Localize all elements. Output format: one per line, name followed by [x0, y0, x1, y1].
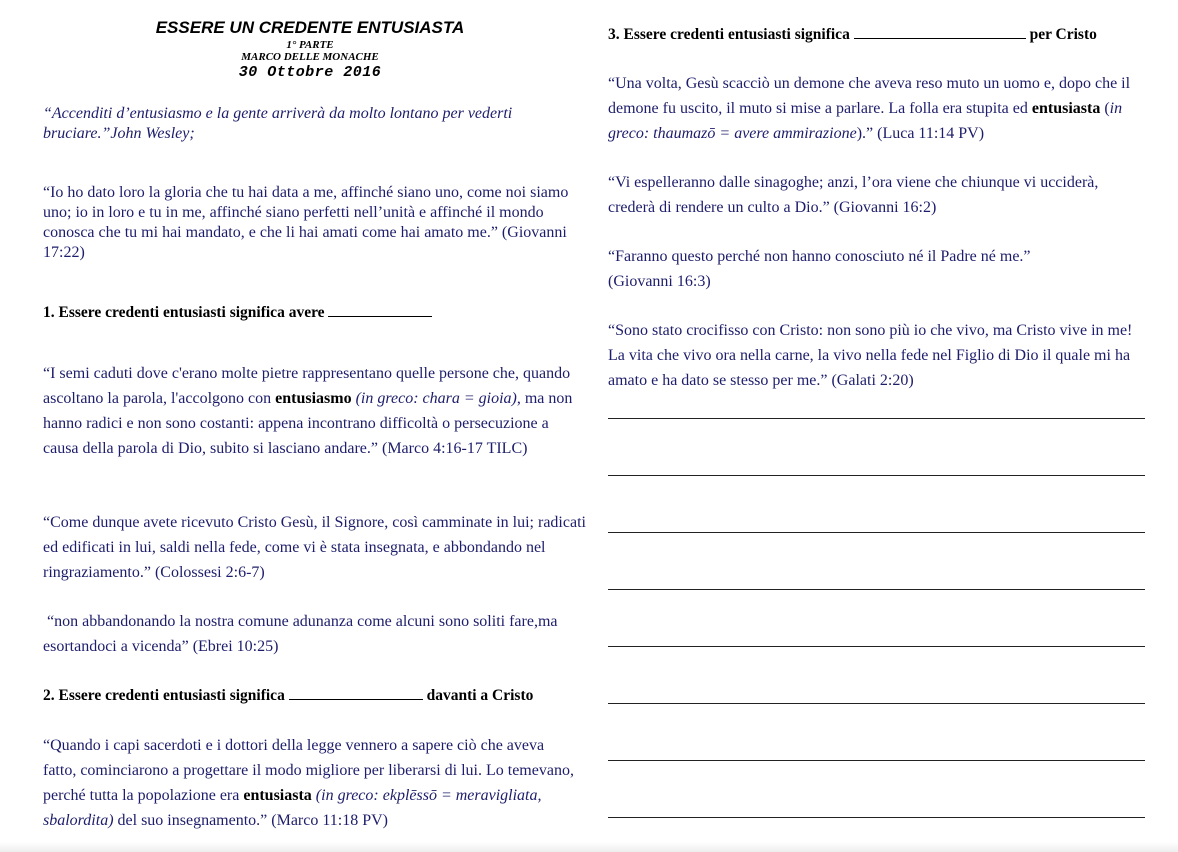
section2-heading-post: davanti a Cristo [426, 687, 534, 704]
section1-blank-line [328, 302, 432, 317]
epigraph-quote: “Accenditi d’entusiasmo e la gente arriverà da molto lontano per vederti bruciare.”John Wesley; [43, 105, 513, 142]
section3-blank-line [854, 24, 1026, 39]
writing-line [608, 418, 1145, 419]
section3-quote1: “Una volta, Gesù scacciò un demone che aveva reso muto un uomo e, dopo che il demone fu uscito, il muto si mise a parlare. La folla era stupita ed entusiasta (in greco: thaumazō = avere ammirazione).” (Luca 11:14 PV) [608, 75, 1131, 142]
author-name: MARCO DELLE MONACHE [241, 51, 379, 63]
writing-line [608, 589, 1145, 590]
section2-blank-line [289, 685, 423, 700]
section1-heading-text: 1. Essere credenti entusiasti significa avere [43, 304, 325, 321]
section1-quote1 [43, 361, 576, 461]
section3-quote1-text-b: .” (Luca 11:14 PV) [862, 125, 985, 142]
section3-quote1-text-a: “Una volta, Gesù scacciò un demone che aveva reso muto un uomo e, dopo che il demone fu uscito, il muto si mise a parlare. La folla era stupita ed [608, 75, 1131, 117]
section3-quote4: “Sono stato crocifisso con Cristo: non sono più io che vivo, ma Cristo vive in me! La vita che vivo ora nella carne, la vivo nella fede nel Figlio di Dio il quale mi ha amato e ha dato se stesso per me.” (Galati 2:20) [608, 322, 1133, 389]
section3-heading [608, 24, 1097, 44]
writing-line [608, 646, 1145, 647]
writing-line [608, 475, 1145, 476]
part-label: 1° PARTE [286, 39, 334, 51]
section3-heading-post: per Cristo [1029, 26, 1097, 43]
section2-quote-text-a: “Quando i capi sacerdoti e i dottori della legge vennero a sapere ciò che aveva fatto, cominciarono a progettare il modo migliore per liberarsi di lui. Lo temevano, perché tutta la popolazione era [43, 737, 574, 804]
section1-quote1-bold: entusiasmo [275, 390, 352, 407]
section1-quote1-text-b: , ma non hanno radici e non sono costanti: appena incontrano difficoltà o persecuzione a causa della parola di Dio, subito si lasciano andare.” (Marco 4:16-17 TILC) [43, 390, 573, 457]
section1-quote1-italic: (in greco: chara = gioia) [351, 390, 517, 407]
document-date: 30 Ottobre 2016 [238, 64, 382, 81]
section2-heading-pre: 2. Essere credenti entusiasti significa [43, 687, 285, 704]
section1-quote3: “non abbandonando la nostra comune adunanza come alcuni sono soliti fare,ma esortandoci a vicenda” (Ebrei 10:25) [43, 613, 562, 655]
section3-quote3: “Faranno questo perché non hanno conosciuto né il Padre né me.” (Giovanni 16:3) [608, 248, 1031, 290]
section3-heading-pre: 3. Essere credenti entusiasti significa [608, 26, 850, 43]
section3-quote1-bold: entusiasta [1031, 100, 1101, 117]
section2-heading [43, 685, 533, 705]
section2-quote-bold: entusiasta [243, 787, 312, 804]
section1-quote2: “Come dunque avete ricevuto Cristo Gesù, il Signore, così camminate in lui; radicati ed edificati in lui, saldi nella fede, come vi è stata insegnata, e abbondando nel ringraziamento.” (Colossesi 2:6-7) [43, 514, 586, 581]
section3-quote2: “Vi espelleranno dalle sinagoghe; anzi, l’ora viene che chiunque vi ucciderà, crederà di rendere un culto a Dio.” (Giovanni 16:2) [608, 174, 1099, 216]
section1-heading [43, 302, 432, 322]
section3-quote1-italic: in greco: thaumazō = avere ammirazione [608, 100, 1123, 142]
page-bottom-shadow [0, 842, 1178, 852]
section2-quote-text-b: del suo insegnamento.” (Marco 11:18 PV) [113, 812, 388, 829]
writing-line [608, 532, 1145, 533]
section2-quote-italic: (in greco: ekplēssō = meravigliata, sbalordita) [43, 787, 542, 829]
section1-quote1-text-a: “I semi caduti dove c'erano molte pietre rappresentano quelle persone che, quando ascoltano la parola, l'accolgono con [43, 365, 571, 407]
writing-line [608, 817, 1145, 818]
writing-line [608, 760, 1145, 761]
section2-quote [43, 733, 578, 833]
intro-quote: “Io ho dato loro la gloria che tu hai data a me, affinché siano uno, come noi siamo uno; io in loro e tu in me, affinché siano perfetti nell’unità e affinché il mondo conosca che tu mi hai mandato, e che li hai amati come hai amato me.” (Giovanni 17:22) [43, 184, 569, 261]
writing-line [608, 703, 1145, 704]
document-title: ESSERE UN CREDENTE ENTUSIASTA [155, 18, 465, 37]
